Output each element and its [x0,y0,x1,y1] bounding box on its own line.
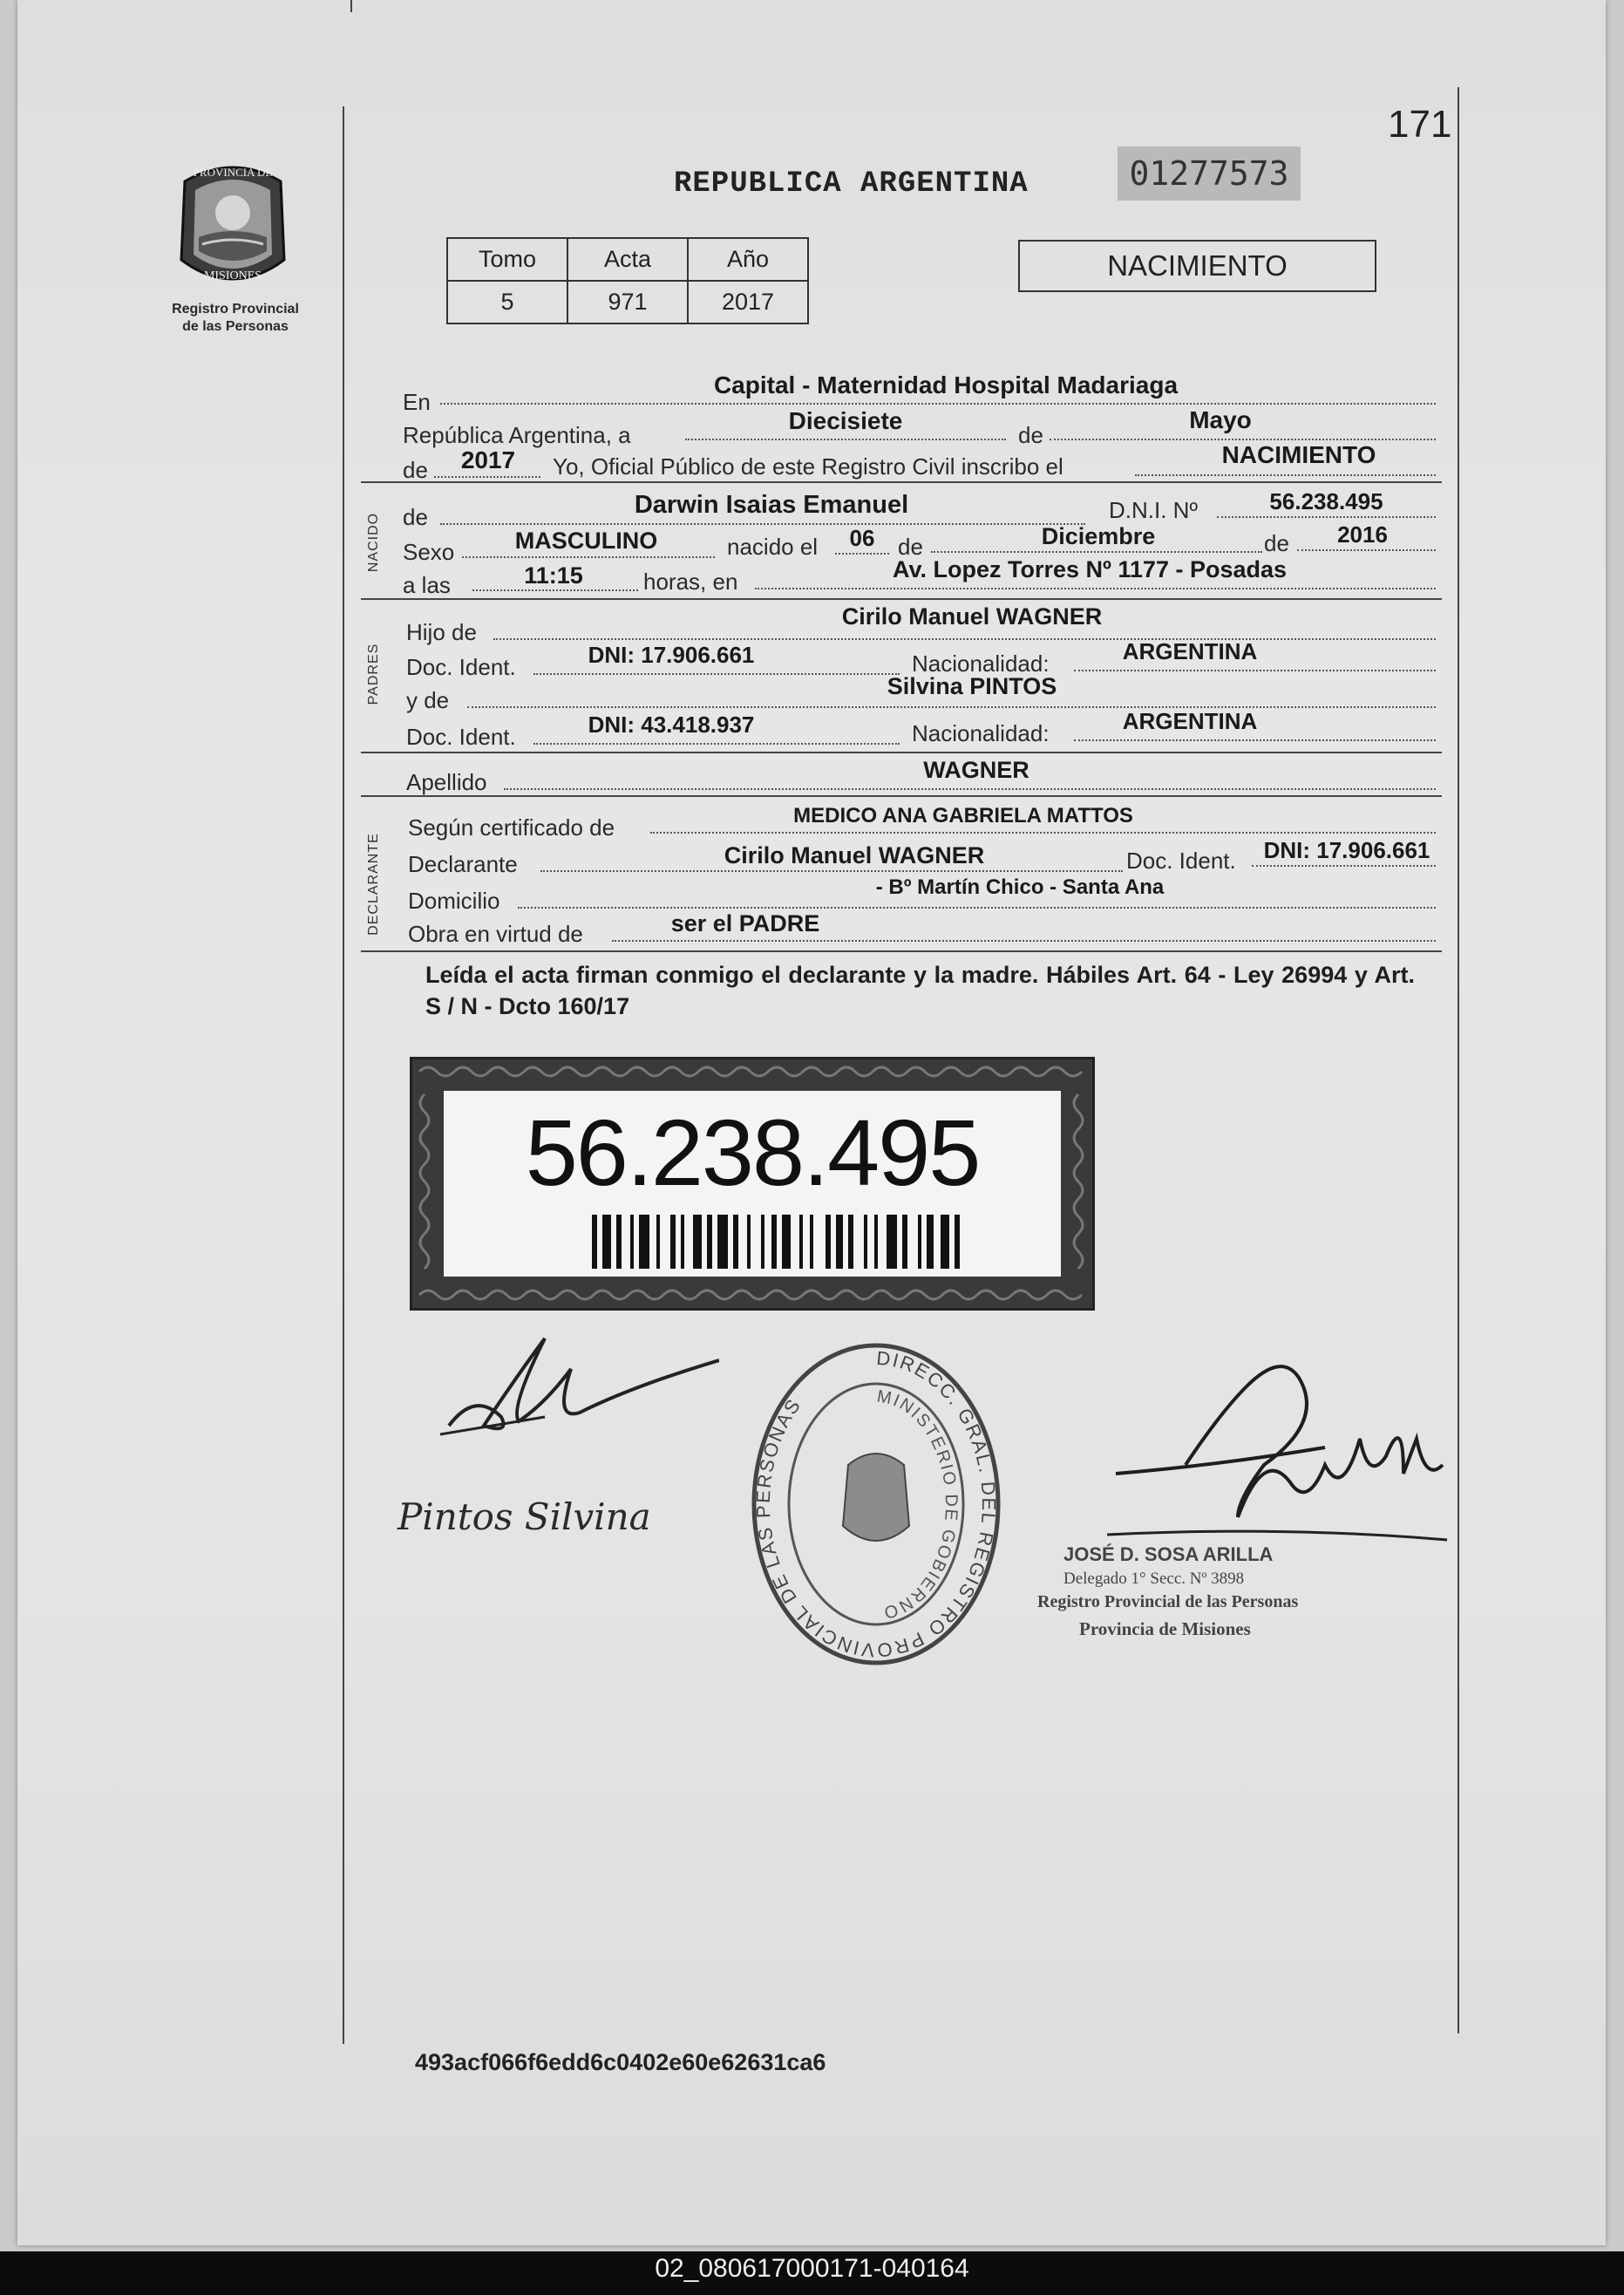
section-label-nacido: NACIDO [366,512,381,573]
tomo-header: Tomo [447,238,567,281]
page-number: 171 [1388,103,1452,146]
barcode-bar [941,1215,949,1269]
binding-mark [350,0,352,12]
section-label-padres: PADRES [366,643,381,705]
barcode-bar [826,1215,831,1269]
label-obra: Obra en virtud de [408,921,583,947]
barcode-bar [864,1215,867,1269]
tomo-value: 5 [447,281,567,323]
dots [540,870,1123,872]
emblem-bottom-text: MISIONES [203,269,262,283]
value-birth-month: Diciembre [1041,523,1156,549]
stamp-inner-panel [444,1091,1061,1277]
barcode-bar [656,1215,660,1269]
label-republica: República Argentina, a [403,422,631,448]
dots [462,556,715,558]
dots [434,476,540,478]
barcode-bar [874,1215,878,1269]
dni-stamp [410,1057,1095,1311]
seal-inner-text: MINISTERIO DE GOBIERNO [875,1386,961,1623]
barcode-bar [848,1215,853,1269]
dots [493,638,1436,640]
value-father-doc: DNI: 17.906.661 [588,642,755,668]
label-y-de: y de [406,687,450,713]
label-declarante: Declarante [408,851,518,877]
value-year: 2017 [460,446,516,473]
mother-signature: Pintos Silvina [398,1495,651,1538]
label-de: de [1018,422,1043,448]
registry-label [148,301,323,336]
value-birth-place: Av. Lopez Torres Nº 1177 - Posadas [892,556,1288,582]
barcode-bar [887,1215,897,1269]
barcode-bar [670,1215,676,1269]
label-dni: D.N.I. Nº [1109,497,1198,523]
label-domicilio: Domicilio [408,888,500,914]
left-margin-line [343,106,344,2044]
dots [440,403,1436,405]
value-father: Cirilo Manuel WAGNER [841,603,1103,630]
officer-province: Provincia de Misiones [1079,1618,1251,1639]
dots [835,553,889,555]
officer-name: JOSÉ D. SOSA ARILLA [1063,1543,1274,1565]
province-emblem [167,157,298,296]
value-child-name: Darwin Isaias Emanuel [634,491,909,519]
label-oficial: Yo, Oficial Público de este Registro Civil inscribo el [553,453,1063,480]
scan-id: 02_080617000171-040164 [655,2254,969,2283]
label-doc-ident-2: Doc. Ident. [406,724,516,750]
officer-signature [1107,1360,1456,1570]
label-de3: de [1264,530,1289,556]
officer-title: Delegado 1° Secc. Nº 3898 [1063,1570,1245,1588]
value-declarant-doc: DNI: 17.906.661 [1263,837,1430,863]
value-mother: Silvina PINTOS [887,673,1057,699]
barcode-bar [592,1215,597,1269]
barcode-bar [927,1215,934,1269]
dots [1074,670,1436,671]
barcode-bar [707,1215,712,1269]
value-child-dni: 56.238.495 [1269,488,1383,514]
label-hijo-de: Hijo de [406,619,477,645]
section-label-declarante: DECLARANTE [366,833,381,936]
acta-header: Acta [567,238,688,281]
value-certificate: MEDICO ANA GABRIELA MATTOS [793,804,1133,827]
value-birth-day: 06 [849,525,875,551]
dots [472,589,638,591]
official-seal [745,1334,1007,1674]
barcode-bar [799,1215,803,1269]
section-separator [361,795,1442,797]
barcode-bar [782,1215,791,1269]
section-separator [361,598,1442,600]
value-father-nat: ARGENTINA [1122,638,1258,664]
dots [1050,439,1436,440]
anio-value: 2017 [688,281,808,323]
label-nacionalidad-2: Nacionalidad: [912,720,1050,746]
barcode-bar [747,1215,751,1269]
anio-header: Año [688,238,808,281]
value-address: - Bº Martín Chico - Santa Ana [875,875,1165,899]
emblem-top-text: PROVINCIA DE [193,166,273,179]
label-doc-ident-3: Doc. Ident. [1126,848,1236,874]
section-separator [361,752,1442,753]
value-month: Mayo [1189,406,1252,433]
label-segun: Según certificado de [408,814,615,841]
value-mother-nat: ARGENTINA [1122,708,1258,734]
barcode-bar [693,1215,702,1269]
right-margin-line [1458,87,1459,2033]
section-separator [361,950,1442,952]
dots [1252,865,1436,867]
label-de2: de [898,534,923,560]
label-a-las: a las [403,572,451,598]
dots [1074,739,1436,741]
dots [755,588,1436,589]
value-mother-doc: DNI: 43.418.937 [588,712,755,738]
value-birth-year: 2016 [1337,521,1388,548]
dots [1217,516,1436,518]
value-surname: WAGNER [923,757,1029,783]
dots [1135,474,1436,476]
value-birth-time: 11:15 [524,562,583,589]
dots [650,832,1436,834]
value-place: Capital - Maternidad Hospital Madariaga [713,371,1179,398]
value-sex: MASCULINO [514,528,658,554]
label-nacionalidad: Nacionalidad: [912,650,1050,677]
dots [1297,549,1436,551]
document-title: REPUBLICA ARGENTINA [674,167,1029,201]
serial-number: 01277573 [1118,146,1301,201]
label-apellido: Apellido [406,769,487,795]
section-separator [361,481,1442,483]
barcode-bar [810,1215,813,1269]
label-doc-ident: Doc. Ident. [406,654,516,680]
value-act-type: NACIMIENTO [1221,441,1376,468]
record-table [446,237,809,324]
barcode-bar [630,1215,634,1269]
registry-label-line-2: de las Personas [182,319,289,334]
barcode-bar [602,1215,611,1269]
barcode-bar [771,1215,777,1269]
label-nacido-de: de [403,504,428,530]
record-type-box: NACIMIENTO [1018,240,1376,292]
value-declarant: Cirilo Manuel WAGNER [724,842,985,868]
document-hash: 493acf066f6edd6c0402e60e62631ca6 [415,2049,826,2075]
officer-registry: Registro Provincial de las Personas [1037,1592,1299,1611]
value-reason: ser el PADRE [670,910,820,936]
dots [931,551,1262,553]
registry-label-line-1: Registro Provincial [172,302,299,317]
barcode-bar [639,1215,649,1269]
label-horas-en: horas, en [643,569,738,595]
acta-value: 971 [567,281,688,323]
dots [533,743,900,745]
barcode-bar [836,1215,843,1269]
barcode-bar [681,1215,684,1269]
seal-outer-text: DIRECC. GRAL. DEL REGISTRO PROVINCIAL DE LAS PERSONAS [751,1346,1000,1662]
barcode [444,1091,1061,1277]
label-nacido-el: nacido el [727,534,819,560]
stamp-dni-number: 56.238.495 [525,1100,980,1205]
dots [612,940,1436,942]
declarant-signature [431,1330,719,1452]
barcode-bar [616,1215,622,1269]
dots [685,439,1006,440]
barcode-bar [902,1215,907,1269]
label-de-year: de [403,457,428,483]
dots [518,907,1436,909]
value-day: Diecisiete [788,407,903,434]
dots [504,788,1436,790]
label-en: En [403,389,431,415]
label-sexo: Sexo [403,539,455,565]
dots [467,706,1436,708]
barcode-bar [918,1215,921,1269]
closing-text: Leída el acta firman conmigo el declarante y la madre. Hábiles Art. 64 - Ley 26994 y Art. S / N - Dcto 160/17 [425,962,1415,1019]
barcode-bar [955,1215,960,1269]
barcode-bar [733,1215,738,1269]
barcode-bar [717,1215,728,1269]
barcode-bar [761,1215,764,1269]
